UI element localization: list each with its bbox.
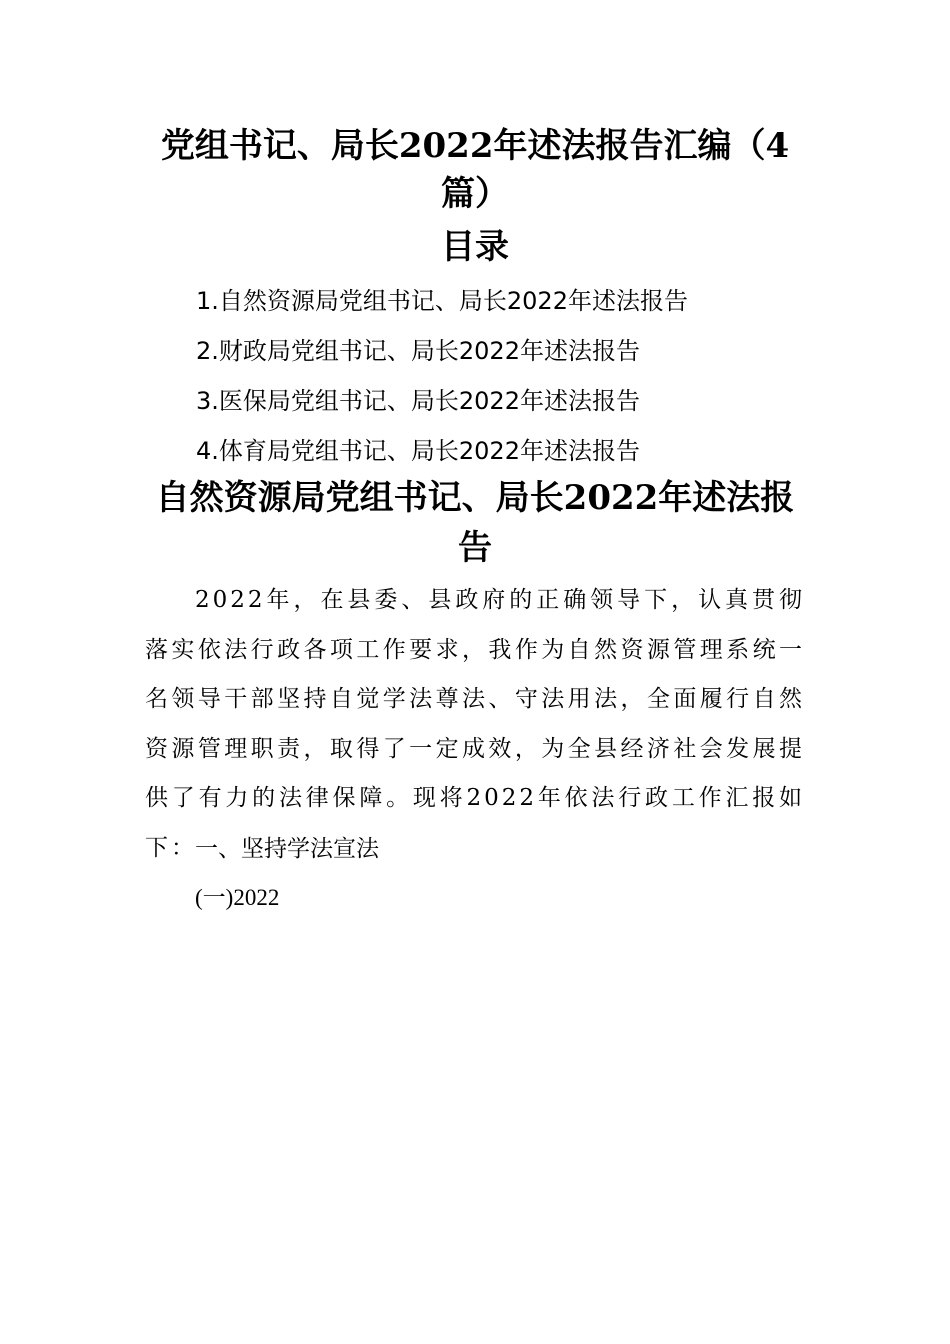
subsection-heading: (一)2022 [195, 885, 280, 910]
body-paragraph: 2022年，在县委、县政府的正确领导下，认真贯彻落实依法行政各项工作要求，我作为自然资源管理系统一名领导干部坚持自觉学法尊法、守法用法，全面履行自然资源管理职责，取得了一定成效，为全县经济社会发展提供了有力的法律保障。现将2022年依法行政工作汇报如下： [145, 587, 805, 861]
table-of-contents [196, 276, 688, 476]
document-title: 党组书记、局长2022年述法报告汇编（4篇） [160, 126, 790, 214]
toc-item: 3.医保局党组书记、局长2022年述法报告 [196, 387, 640, 415]
section-title: 自然资源局党组书记、局长2022年述法报告 [155, 478, 795, 568]
toc-heading: 目录 [441, 227, 509, 267]
toc-item: 2.财政局党组书记、局长2022年述法报告 [196, 337, 640, 365]
toc-item: 1.自然资源局党组书记、局长2022年述法报告 [196, 287, 688, 315]
section-heading: 一、坚持学法宣法 [195, 836, 379, 862]
toc-item: 4.体育局党组书记、局长2022年述法报告 [196, 437, 640, 465]
